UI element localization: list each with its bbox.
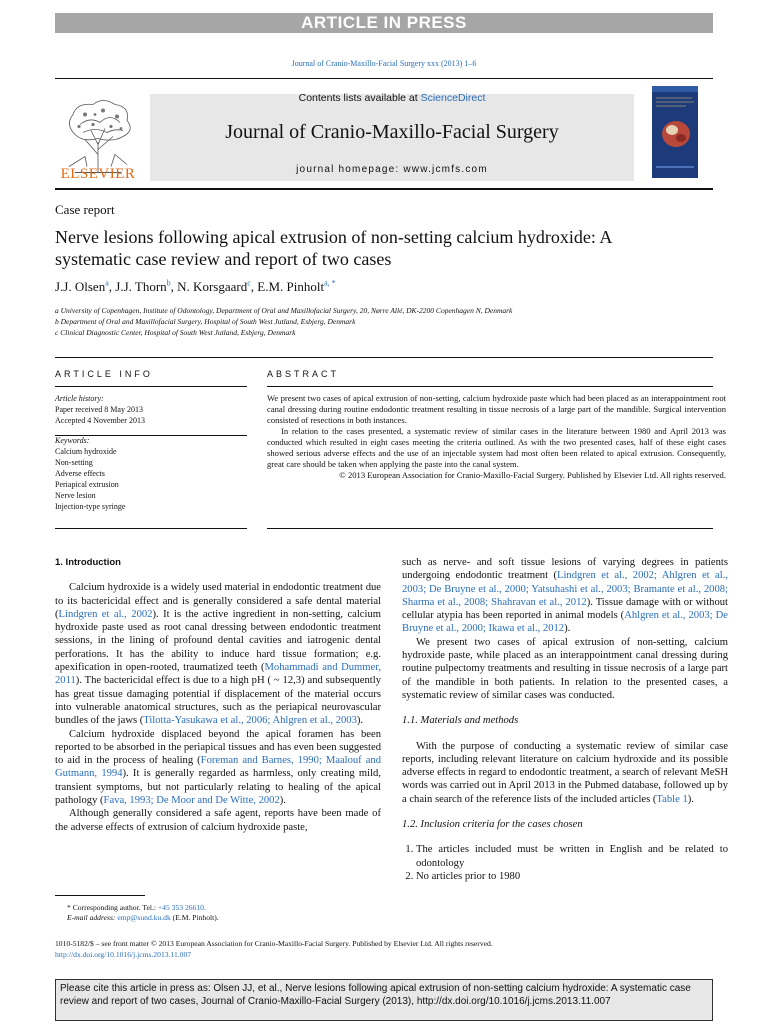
elsevier-wordmark[interactable]: ELSEVIER	[60, 166, 136, 182]
body-paragraph: Although generally considered a safe agent, reports have been made of the adverse effects of extrusion of calcium hydroxide paste,	[55, 808, 381, 833]
abstract-copyright: © 2013 European Association for Cranio-Maxillo-Facial Surgery. Published by Elsevier Ltd. All rights reserved.	[339, 470, 726, 480]
affiliation-c: c Clinical Diagnostic Center, Hospital of South West Jutland, Esbjerg, Denmark	[55, 328, 296, 337]
citation-link[interactable]: Ahlgren et al., 2003; De Bruyne et al., 2000; Ikawa et al., 2012	[402, 610, 728, 635]
author-list: J.J. Olsen$^a$, J.J. Thorn$^b$, N. Korsgaard$^c$, E.M. Pinholt$^{a, *}$	[55, 278, 336, 294]
citation-box: Please cite this article in press as: Olsen JJ, et al., Nerve lesions following apical extrusion of non-setting calcium hydroxide: A systematic case review and report of two cases, Journal of Cranio-Maxillo-Facial Surgery (2013), http://dx.doi.org/10.1016/j.jcms.2013.11.007	[55, 979, 713, 1021]
abstract-rule	[267, 386, 713, 387]
affiliation-marker[interactable]: a	[105, 278, 109, 288]
keyword: Non-setting	[55, 458, 93, 467]
accepted-date: Accepted 4 November 2013	[55, 416, 145, 425]
author-name[interactable]: J.J. Thorn	[115, 279, 167, 294]
body-paragraph: We present two cases of apical extrusion of non-setting, calcium hydroxide paste, while placed as an interappointment canal dressing during routine pulpectomy treatments and resulting in tissue necrosis of a large part of the mandible in both patients. In relation to the presented cases, a systematic review of similar cases was conducted.	[402, 636, 728, 701]
article-type: Case report	[55, 202, 115, 217]
keyword: Periapical extrusion	[55, 480, 119, 489]
received-date: Paper received 8 May 2013	[55, 405, 143, 414]
affiliation-marker[interactable]: c	[247, 278, 251, 288]
top-rule	[55, 78, 713, 79]
criteria-item: 2. No articles prior to 1980	[416, 870, 728, 883]
body-paragraph: With the purpose of conducting a systematic review of similar case reports, including relevant literature on calcium hydroxide and its possible adverse effects in regard to endodontic treatment, a search of relevant MeSH words was carried out in April 2013 in the Pubmed database, followed up by a chain search of the reference lists of the included articles (Table 1).	[402, 740, 728, 805]
citation-link[interactable]: Fava, 1993; De Moor and De Witte, 2002	[103, 795, 280, 807]
criteria-heading: 1.2. Inclusion criteria for the cases chosen	[402, 819, 583, 831]
keyword: Nerve lesion	[55, 491, 96, 500]
keyword: Adverse effects	[55, 469, 105, 478]
contents-available-line: Contents lists available at ScienceDirect	[298, 92, 486, 104]
body-column-left	[55, 556, 381, 834]
article-info-bottom-rule	[55, 528, 247, 529]
author-name[interactable]: J.J. Olsen	[55, 279, 106, 294]
journal-banner	[150, 94, 634, 181]
keywords-rule	[55, 435, 247, 436]
keyword: Calcium hydroxide	[55, 447, 117, 456]
citation-link[interactable]: Lindgren et al., 2002; Ahlgren et al., 2003; De Bruyne et al., 2000; Yatsuhashi et al., 2003; Bramante et al., 2008; Sharma et al., 2008; Shahravan et al., 2012	[402, 570, 728, 608]
keyword: Injection-type syringe	[55, 502, 126, 511]
abstract-paragraph: In relation to the cases presented, a systematic review of similar cases in the literature between 1980 and April 2013 was conducted which resulted in eight cases meeting the criteria outlined. As with the two presented cases, half of these eight cases showed serious adverse effects and the use of an injectable system had most often been related to apical extrusion. Consequently, great care should be taken when applying the paste into the canal system.	[267, 426, 726, 469]
methods-heading: 1.1. Materials and methods	[402, 715, 519, 727]
table-link[interactable]: Table 1	[656, 793, 688, 805]
footnote-rule	[55, 895, 145, 896]
article-info-heading: ARTICLE INFO	[55, 369, 153, 379]
sciencedirect-link[interactable]: ScienceDirect	[420, 92, 486, 104]
citation-link[interactable]: Tilotta-Yasukawa et al., 2006; Ahlgren et al., 2003	[143, 715, 357, 727]
header-rule	[55, 188, 713, 190]
author-name[interactable]: N. Korsgaard	[177, 279, 248, 294]
abstract-heading: ABSTRACT	[267, 369, 340, 379]
abstract-bottom-rule	[267, 528, 713, 529]
email-link[interactable]: emp@sund.ku.dk	[117, 913, 171, 922]
affiliation-a: a University of Copenhagen, Institute of Odontology, Department of Oral and Maxillofacial Surgery, 20, Nørre Allé, DK-2200 Copenhagen N, Denmark	[55, 306, 513, 315]
article-info-rule	[55, 386, 247, 387]
issn-line	[55, 938, 493, 960]
journal-title: Journal of Cranio-Maxillo-Facial Surgery	[225, 121, 559, 143]
criteria-item: 1. The articles included must be written in English and be related to odontology	[416, 843, 728, 870]
article-info-panel	[55, 393, 247, 512]
citation-link[interactable]: Lindgren et al., 2002	[58, 608, 153, 620]
body-paragraph: such as nerve- and soft tissue lesions of varying degrees in patients undergoing endodontic treatment (Lindgren et al., 2002; Ahlgren et al., 2003; De Bruyne et al., 2000; Yatsuhashi et al., 2003; Bramante et al., 2008; Sharma et al., 2008; Shahravan et al., 2012). Tissue damage with or without cellular atypia has been reported in animal models (Ahlgren et al., 2003; De Bruyne et al., 2000; Ikawa et al., 2012).	[402, 557, 729, 635]
abstract-text	[267, 393, 726, 481]
body-paragraph: Calcium hydroxide displaced beyond the apical foramen has been reported to be absorbed in the periapical tissues and has even been suggested to aid in the process of healing (Foreman and Barnes, 1990; Maalouf and Gutmann, 1994). It is generally regarded as harmless, only creating mild, transient symptoms, but not particularly relating to healing of the apical pathology (Fava, 1993; De Moor and De Witte, 2002).	[55, 728, 381, 807]
affiliation-marker[interactable]: b	[166, 278, 171, 288]
criteria-list	[402, 843, 728, 883]
article-in-press-banner: ARTICLE IN PRESS	[55, 13, 713, 33]
journal-cover-thumbnail[interactable]	[652, 86, 698, 178]
corresponding-author-footnote: * Corresponding author. Tel.: +45 353 26610. E-mail address: emp@sund.ku.dk (E.M. Pinholt).	[67, 903, 219, 922]
article-title: Nerve lesions following apical extrusion of non-setting calcium hydroxide: A systematic case review and report of two cases	[55, 227, 612, 269]
body-column-right	[402, 556, 728, 883]
citation-link[interactable]: Foreman and Barnes, 1990; Maalouf and Gutmann, 1994	[55, 755, 381, 780]
front-matter-line: 1010-5182/$ – see front matter © 2013 European Association for Cranio-Maxillo-Facial Surgery. Published by Elsevier Ltd. All rights reserved.	[55, 939, 493, 948]
keywords-label: Keywords:	[55, 436, 90, 445]
doi-link[interactable]: http://dx.doi.org/10.1016/j.jcms.2013.11.007	[55, 950, 192, 959]
journal-reference[interactable]: Journal of Cranio-Maxillo-Facial Surgery xxx (2013) 1–6	[291, 59, 477, 68]
citation-link[interactable]: Mohammadi and Dummer, 2011	[55, 662, 381, 687]
section-rule	[55, 357, 713, 358]
affiliation-b: b Department of Oral and Maxillofacial Surgery, Hospital of South West Jutland, Esbjerg, Denmark	[55, 317, 356, 326]
abstract-paragraph: We present two cases of apical extrusion of non-setting, calcium hydroxide paste which had been placed as an interappointment root canal dressing during routine endodontic treatment resulting in tissue necrosis of a large part of the mandible. Surgical intervention consisted of resections in both instances.	[267, 393, 726, 425]
history-label: Article history:	[55, 394, 104, 403]
phone-link[interactable]: +45 353 26610.	[157, 903, 206, 912]
journal-homepage[interactable]: journal homepage: www.jcmfs.com	[296, 164, 488, 175]
body-paragraph: Calcium hydroxide is a widely used material in endodontic treatment due to its bactericidal effect and is generally considered a safe dental material (Lindgren et al., 2002). It is the active ingredient in non-setting, calcium hydroxide paste used as root canal dressing between endodontic treatment sessions, in the lining of profound dental cavities and iatrogenic dental perforations. It has the ability to induce hard tissue formation; e.g. apexification in open-rooted, traumatized teeth (Mohammadi and Dummer, 2011). The bactericidal effect is due to a high pH ( ~ 12,3) and subsequently has great tissue damaging potential if displacement of the material occurs into vulnerable anatomical structures, such as the periapical neurovascular bundles of the jaws (Tilotta-Yasukawa et al., 2006; Ahlgren et al., 2003).	[55, 582, 381, 727]
affiliation-marker[interactable]: a, *	[324, 278, 336, 288]
author-name[interactable]: E.M. Pinholt	[257, 279, 325, 294]
introduction-heading: 1. Introduction	[55, 557, 121, 568]
